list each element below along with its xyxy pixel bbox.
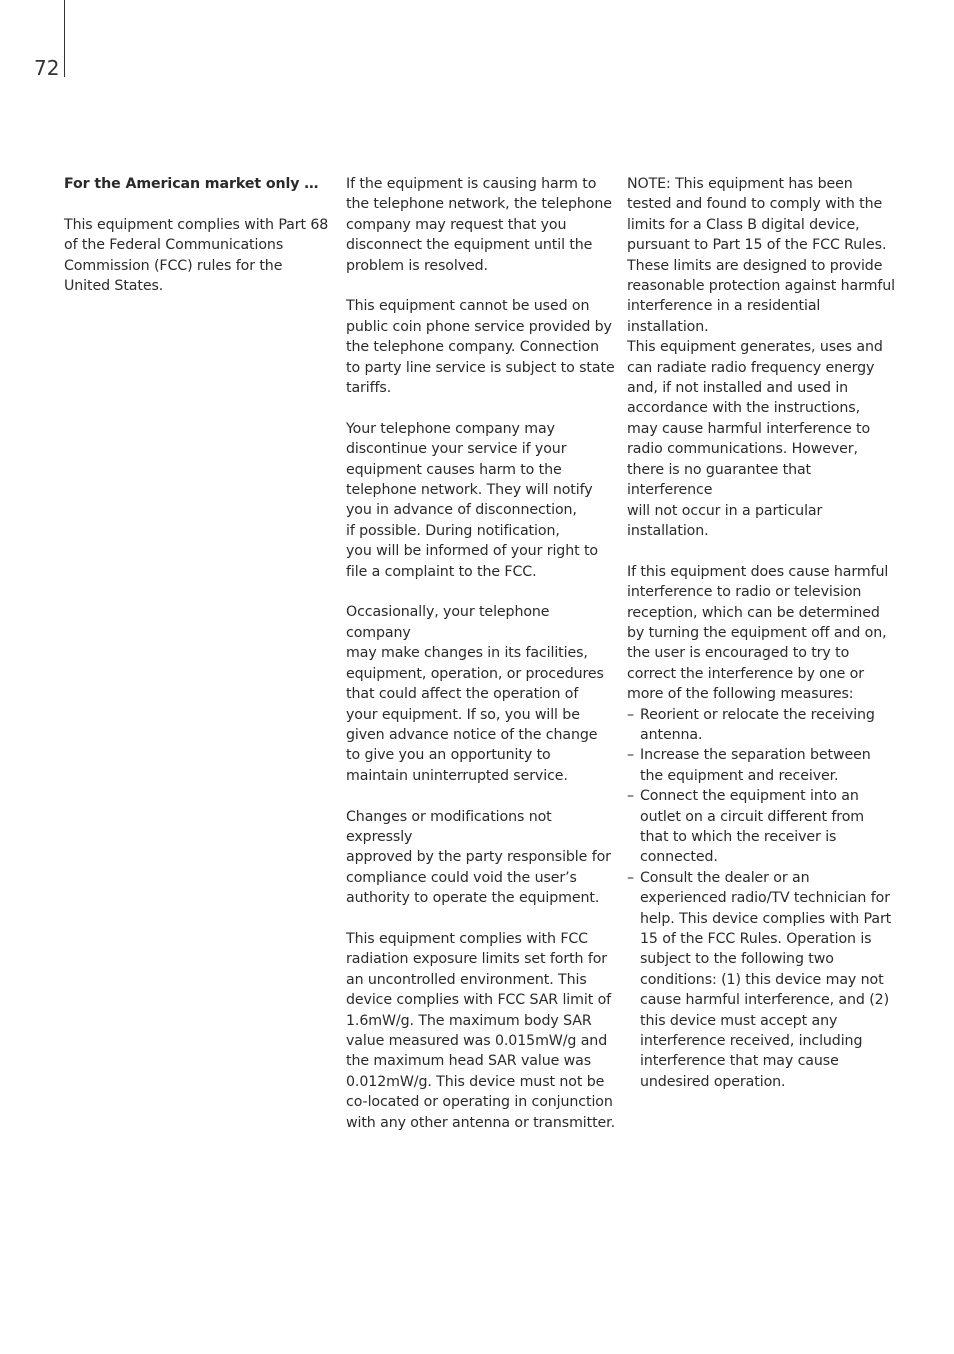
list-item: – Reorient or relocate the receiving antenna. bbox=[627, 705, 897, 746]
paragraph-note-class-b: NOTE: This equipment has been tested and found to comply with the limits for a Class B digital device, pursuant to Part 15 of the FCC Rules. These limits are designed to provide reasonable protection against harmful interference in a residential installation. This equipment generates, uses and can radiate radio frequency energy and, if not installed and used in accordance with the instructions, may cause harmful interference to radio communications. However, there is no guarantee that interference will not occur in a particular installation. bbox=[627, 176, 895, 539]
compliance-paragraph: This equipment complies with Part 68 of the Federal Communications Commission (FCC) rules for the United States. bbox=[64, 216, 329, 295]
paragraph-discontinue: Your telephone company may discontinue your service if your equipment causes harm to the telephone network. They will notify you in advance of disconnection, if possible. During notification, you will be informed of your right to file a complaint to the FCC. bbox=[346, 420, 599, 580]
list-item: – Consult the dealer or an experienced radio/TV technician for help. This device complies with Part 15 of the FCC Rules. Operation is subject to the following two conditions: (1) this device may not cause harmful interference, and (2) this device must accept any interference received, including interference that may cause undesired operation. bbox=[627, 868, 897, 1092]
list-item: – Increase the separation between the equipment and receiver. bbox=[627, 745, 897, 786]
paragraph-coin-phone: This equipment cannot be used on public coin phone service provided by the telephone company. Connection to party line service is subject to state tariffs. bbox=[346, 298, 615, 397]
page-number: 72 bbox=[34, 56, 60, 80]
paragraph-harm: If the equipment is causing harm to the telephone network, the telephone company may request that you disconnect the equipment until the problem is resolved. bbox=[346, 176, 612, 274]
paragraph-modifications: Changes or modifications not expressly approved by the party responsible for compliance could void the user’s authority to operate the equipment. bbox=[346, 808, 611, 907]
column-3 bbox=[627, 174, 897, 1092]
paragraph-changes-facilities: Occasionally, your telephone company may make changes in its facilities, equipment, operation, or procedures that could affect the operation of your equipment. If so, you will be given advance notice of the change to give you an opportunity to maintain uninterrupted service. bbox=[346, 604, 604, 784]
paragraph-harmful-interference: If this equipment does cause harmful interference to radio or television reception, which can be determined by turning the equipment off and on, the user is encouraged to try to correct the interference by one or more of the following measures: bbox=[627, 563, 889, 703]
column-1 bbox=[64, 174, 334, 317]
paragraph-radiation-exposure: This equipment complies with FCC radiation exposure limits set forth for an uncontrolled environment. This device complies with FCC SAR limit of 1.6mW/g. The maximum body SAR value measured was 0.015mW/g and the maximum head SAR value was 0.012mW/g. This device must not be co-located or operating in conjunction with any other antenna or transmitter. bbox=[346, 930, 616, 1131]
list-item: – Connect the equipment into an outlet on a circuit different from that to which the receiver is connected. bbox=[627, 786, 897, 868]
section-heading: For the American market only … bbox=[64, 176, 319, 192]
column-2 bbox=[346, 174, 616, 1153]
measures-list bbox=[627, 705, 897, 1093]
page-margin-rule bbox=[64, 0, 65, 77]
